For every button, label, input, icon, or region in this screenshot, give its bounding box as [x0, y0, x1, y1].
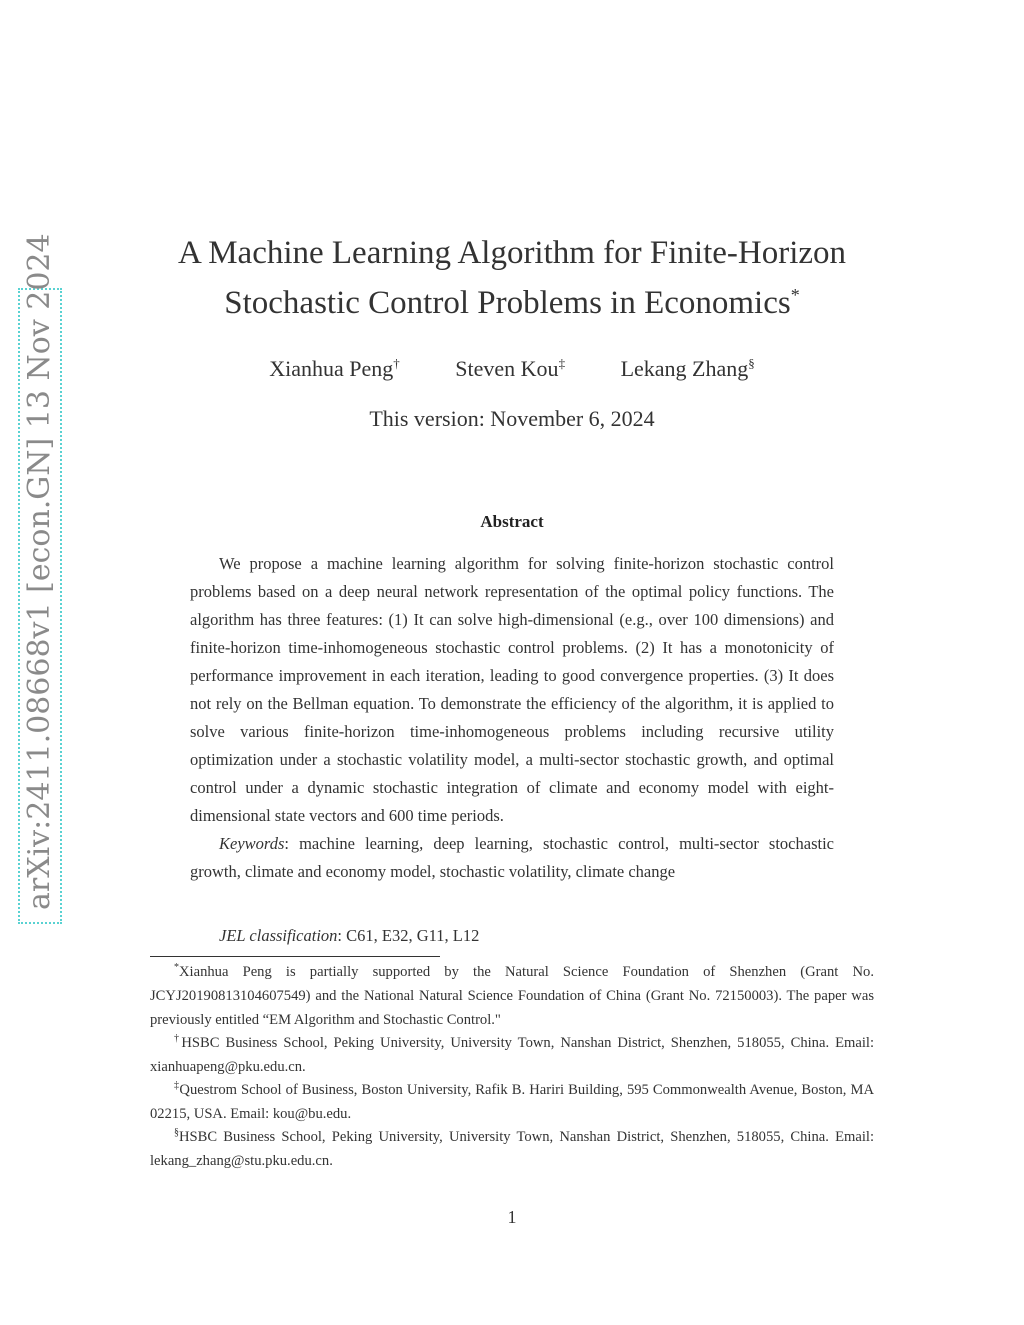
author-2: [455, 356, 565, 381]
footnote: [150, 960, 874, 1032]
footnote-text: Questrom School of Business, Boston University, Rafik B. Hariri Building, 595 Commonwealth Avenue, Boston, MA 02215, USA. Email: kou@bu.edu.: [150, 1082, 874, 1122]
footnote-mark: §: [174, 1127, 179, 1139]
page-number: 1: [507, 1207, 517, 1227]
author-1: [269, 356, 400, 381]
version-date: This version: November 6, 2024: [369, 406, 655, 431]
author-footnote-mark: †: [393, 355, 400, 371]
keywords-label: Keywords: [219, 834, 285, 853]
abstract-heading: Abstract: [480, 512, 544, 531]
jel-classification: [219, 926, 479, 946]
arxiv-stamp: arXiv:2411.08668v1 [econ.GN] 13 Nov 2024: [22, 233, 57, 910]
paper-title: [120, 228, 904, 328]
jel-codes: : C61, E32, G11, L12: [337, 926, 480, 945]
footnote-mark: ‡: [174, 1080, 180, 1092]
footnote: [150, 1031, 874, 1079]
footnote-text: HSBC Business School, Peking University, University Town, Nanshan District, Shenzhen, 518055, China. Email: lekang_zhang@stu.pku.edu.cn.: [150, 1129, 874, 1169]
title-line-2: [120, 278, 904, 328]
jel-label: JEL classification: [219, 926, 338, 945]
keywords-text: : machine learning, deep learning, stochastic control, multi-sector stochastic growth, climate and economy model, stochastic volatility, climate change: [190, 834, 834, 881]
author-footnote-mark: ‡: [558, 355, 566, 371]
author-footnote-mark: §: [748, 355, 755, 371]
title-line-1: A Machine Learning Algorithm for Finite-Horizon: [177, 235, 847, 271]
footnote: [150, 1078, 874, 1126]
abstract-body: [190, 550, 834, 886]
title-line-2-text: Stochastic Control Problems in Economics: [224, 285, 791, 321]
author-name: Lekang Zhang: [620, 356, 749, 381]
author-3: [621, 356, 755, 381]
footnote-text: HSBC Business School, Peking University, University Town, Nanshan District, Shenzhen, 518055, China. Email: xianhuapeng@pku.edu.cn.: [150, 1035, 875, 1075]
keywords: [190, 830, 834, 886]
author-list: [120, 356, 904, 382]
footnote-divider: [150, 956, 440, 957]
author-name: Xianhua Peng: [269, 356, 394, 381]
abstract-text: We propose a machine learning algorithm for solving finite-horizon stochastic control problems based on a deep neural network representation of the optimal policy functions. The algorithm has three features: (1) It can solve high-dimensional (e.g., over 100 dimensions) and finite-horizon time-inhomogeneous stochastic control problems. (2) It has a monotonicity of performance improvement in each iteration, leading to good convergence properties. (3) It does not rely on the Bellman equation. To demonstrate the efficiency of the algorithm, it is applied to solve various finite-horizon time-inhomogeneous problems including recursive utility optimization under a stochastic volatility model, a multi-sector stochastic growth, and optimal control under a dynamic stochastic integration of climate and economy model with eight-dimensional state vectors and 600 time periods.: [190, 554, 834, 825]
footnote-mark: †: [174, 1033, 182, 1045]
footnotes: [150, 960, 874, 1172]
footnote-text: Xianhua Peng is partially supported by the Natural Science Foundation of Shenzhen (Grant No. JCYJ20190813104607549) and the National Natural Science Foundation of China (Grant No. 72150003). The paper was previously entitled “EM Algorithm and Stochastic Control.": [150, 964, 874, 1028]
footnote-mark: *: [174, 962, 179, 974]
author-name: Steven Kou: [455, 356, 559, 381]
footnote: [150, 1125, 874, 1173]
title-footnote-mark: *: [790, 285, 800, 305]
